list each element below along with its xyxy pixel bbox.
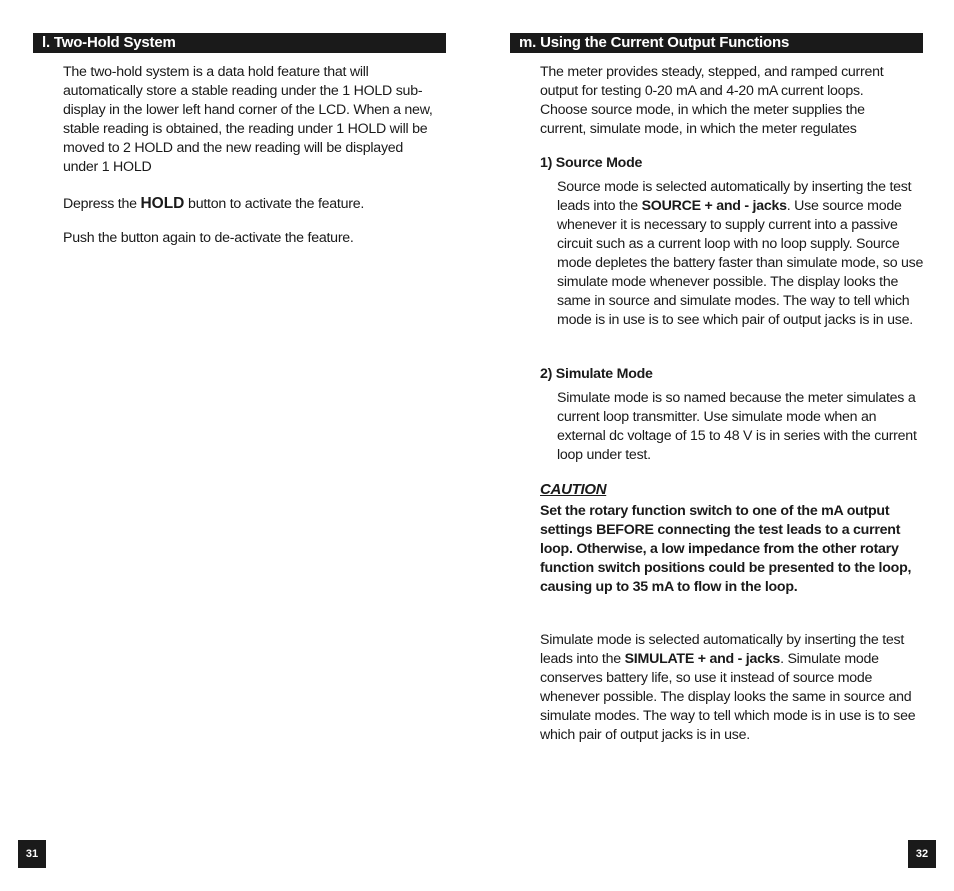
- hold-deactivate-instruction: Push the button again to de-activate the feature.: [63, 230, 354, 246]
- section-heading-current-output: m. Using the Current Output Functions: [510, 33, 923, 53]
- caution-title: CAUTION: [540, 481, 607, 498]
- hold-button-name: HOLD: [140, 195, 185, 212]
- page-number-left: 31: [18, 840, 46, 868]
- page-number-right: 32: [908, 840, 936, 868]
- current-output-intro: The meter provides steady, stepped, and ramped current output for testing 0-20 mA and 4-20 mA current loops. Choose source mode, in which the meter supplies the current, simulate mode, in which the meter regulates: [540, 64, 884, 137]
- source-jacks-label: SOURCE + and - jacks: [641, 198, 787, 214]
- section-heading-two-hold: l. Two-Hold System: [33, 33, 446, 53]
- simulate-mode-heading: 2) Simulate Mode: [540, 366, 653, 382]
- simulate-jacks-label: SIMULATE + and - jacks: [624, 651, 781, 667]
- caution-text: Set the rotary function switch to one of the mA output settings BEFORE connecting the test leads to a current loop. Otherwise, a low impedance from the other rotary function switch positions could be presented to the loop, causing up to 35 mA to flow in the loop.: [540, 503, 912, 595]
- source-mode-heading: 1) Source Mode: [540, 155, 643, 171]
- source-mode-text: Source mode is selected automatically by inserting the test leads into the SOURCE + and - jacks. Use source mode whenever it is necessary to supply current into a passive circuit such as a current loop with no loop supply. Source mode depletes the battery faster than simulate mode, so use simulate mode whenever possible. The display looks the same in source and simulate modes. The way to tell which mode is in use is to see which pair of output jacks is in use.: [557, 179, 924, 328]
- simulate-mode-text: Simulate mode is so named because the meter simulates a current loop transmitter. Use simulate mode when an external dc voltage of 15 to 48 V is in series with the current loop under test.: [557, 390, 917, 463]
- two-hold-description: The two-hold system is a data hold feature that will automatically store a stable reading under the 1 HOLD sub-display in the lower left hand corner of the LCD. When a new, stable reading is obtained, the reading under 1 HOLD will be moved to 2 HOLD and the new reading will be displayed under 1 HOLD: [63, 64, 433, 175]
- right-page: [477, 0, 954, 891]
- simulate-mode-selection-text: Simulate mode is selected automatically by inserting the test leads into the SIMULATE + and - jacks. Simulate mode conserves battery life, so use it instead of source mode whenever possible. The display looks the same in source and simulate modes. The way to tell which mode is in use is to see which pair of output jacks is in use.: [540, 632, 916, 743]
- hold-activate-instruction: Depress the HOLD button to activate the feature.: [63, 195, 365, 212]
